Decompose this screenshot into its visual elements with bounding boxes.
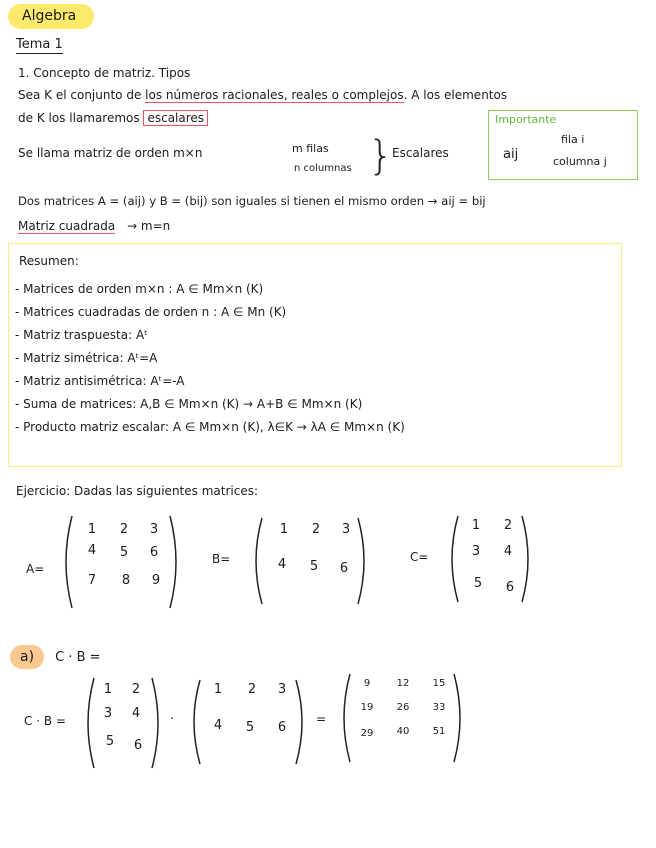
product-c-cell: 4 (131, 706, 141, 721)
result-cell: 15 (432, 678, 446, 689)
columna-j-label: columna j (553, 155, 607, 168)
matrix-b-right-paren (356, 516, 370, 606)
right-brace: } (368, 133, 394, 179)
fila-i-label: fila i (561, 133, 585, 146)
ejercicio-title: Ejercicio: Dadas las siguientes matrices: (16, 484, 258, 498)
result-left-paren (338, 672, 352, 764)
paragraph-line-1 (18, 88, 507, 102)
section-heading: 1. Concepto de matriz. Tipos (18, 66, 191, 80)
aij-symbol: aij (503, 147, 519, 162)
matrix-c-left-paren (446, 514, 460, 604)
paragraph-line-2 (18, 111, 208, 125)
importante-label: Importante (495, 113, 557, 126)
result-cell: 12 (396, 678, 410, 689)
result-right-paren (452, 672, 466, 764)
matrix-a-cell: 8 (121, 573, 131, 588)
topic-heading: Tema 1 (16, 37, 63, 52)
part-a-heading (10, 646, 101, 665)
matrix-b-cell: 5 (309, 559, 319, 574)
cuadrada-label: Matriz cuadrada (18, 219, 116, 233)
product-b-cell: 2 (247, 682, 257, 697)
part-a-expr: C · B = (55, 650, 101, 665)
part-a-label: a) (10, 645, 44, 669)
escalares-box: escalares (143, 110, 208, 126)
matrix-a-cell: 7 (87, 573, 97, 588)
resumen-item: - Suma de matrices: A,B ∈ Mm×n (K) → A+B ∈ Mm×n (K) (15, 397, 363, 411)
n-columnas: n columnas (294, 163, 352, 174)
product-c-cell: 1 (103, 682, 113, 697)
para-l1-highlight: los números racionales, reales o complejos (145, 88, 404, 102)
product-c-cell: 5 (105, 734, 115, 749)
resumen-title: Resumen: (19, 254, 79, 268)
matrix-c-cell: 4 (503, 544, 513, 559)
product-b-right-paren (294, 678, 308, 766)
resumen-item: - Matriz antisimétrica: Aᵗ=-A (15, 374, 185, 388)
para-l1-pre: Sea K el conjunto de (18, 88, 146, 102)
page-title: Algebra (8, 4, 94, 29)
resumen-item: - Matrices cuadradas de orden n : A ∈ Mn (K) (15, 305, 287, 319)
product-c-cell: 3 (103, 706, 113, 721)
cuadrada-line (18, 219, 170, 233)
matrix-a-right-paren (168, 514, 182, 610)
product-b-cell: 5 (245, 720, 255, 735)
cuadrada-rule: → m=n (127, 219, 171, 233)
matrix-a-cell: 3 (149, 522, 159, 537)
matrix-a-cell: 6 (149, 545, 159, 560)
resumen-item: - Producto matriz escalar: A ∈ Mm×n (K), λ∈K → λA ∈ Mm×n (K) (15, 420, 405, 434)
orden-text: Se llama matriz de orden m×n (18, 146, 203, 160)
resumen-item: - Matrices de orden m×n : A ∈ Mm×n (K) (15, 282, 264, 296)
matrix-b-left-paren (250, 516, 264, 606)
matrix-c-cell: 2 (503, 518, 513, 533)
product-c-cell: 6 (133, 738, 143, 753)
product-b-cell: 1 (213, 682, 223, 697)
matrix-b-cell: 2 (311, 522, 321, 537)
product-c-left-paren (82, 676, 96, 770)
importante-box (488, 110, 638, 180)
result-cell: 19 (360, 702, 374, 713)
matrix-a-left-paren (60, 514, 74, 610)
matrix-a-cell: 1 (87, 522, 97, 537)
matrix-b-cell: 1 (279, 522, 289, 537)
resumen-item: - Matriz traspuesta: Aᵗ (15, 328, 148, 342)
product-b-cell: 6 (277, 720, 287, 735)
result-cell: 51 (432, 726, 446, 737)
matrix-c-cell: 6 (505, 580, 515, 595)
cb-lhs: C · B = (24, 714, 66, 728)
matrix-c-cell: 5 (473, 576, 483, 591)
product-b-left-paren (188, 678, 202, 766)
matrix-b-cell: 4 (277, 557, 287, 572)
product-c-right-paren (150, 676, 164, 770)
product-b-cell: 3 (277, 682, 287, 697)
matrix-c-right-paren (520, 514, 534, 604)
escalares-label: Escalares (392, 146, 449, 160)
product-b-cell: 4 (213, 718, 223, 733)
result-cell: 9 (363, 678, 371, 689)
result-cell: 26 (396, 702, 410, 713)
para-l1-post: . A los elementos (403, 88, 508, 102)
result-cell: 29 (360, 728, 374, 739)
result-cell: 40 (396, 726, 410, 737)
resumen-item: - Matriz simétrica: Aᵗ=A (15, 351, 158, 365)
matrix-b-cell: 6 (339, 561, 349, 576)
para-l2-pre: de K los llamaremos (18, 111, 140, 125)
matrix-a-cell: 5 (119, 545, 129, 560)
iguales-text: Dos matrices A = (aij) y B = (bij) son iguales si tienen el mismo orden → aij = bij (18, 194, 486, 208)
matrix-c-cell: 3 (471, 544, 481, 559)
matrix-c-cell: 1 (471, 518, 481, 533)
product-dot: · (170, 712, 175, 727)
matrix-a-cell: 9 (151, 573, 161, 588)
matrix-a-cell: 2 (119, 522, 129, 537)
matrix-a-label: A= (26, 562, 45, 576)
matrix-c-label: C= (410, 550, 429, 564)
result-cell: 33 (432, 702, 446, 713)
product-equals: = (316, 712, 327, 726)
matrix-b-cell: 3 (341, 522, 351, 537)
resumen-box (8, 243, 622, 467)
matrix-b-label: B= (212, 552, 231, 566)
product-c-cell: 2 (131, 682, 141, 697)
matrix-a-cell: 4 (87, 543, 97, 558)
m-filas: m filas (292, 142, 329, 155)
